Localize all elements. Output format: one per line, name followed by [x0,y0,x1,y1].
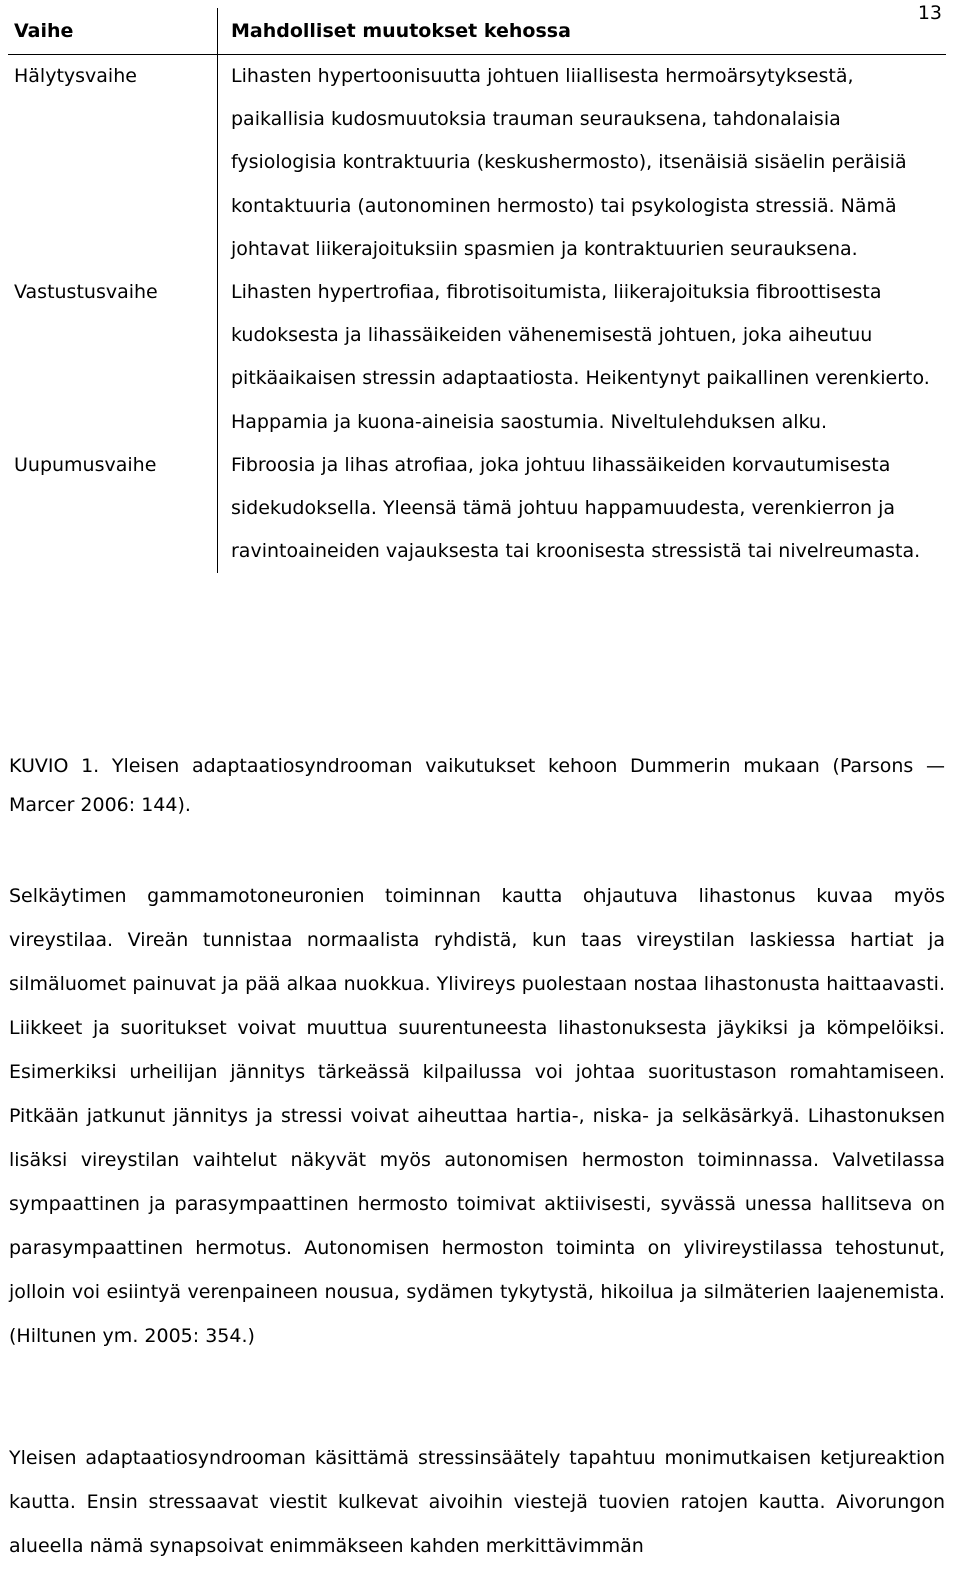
body-paragraph: Yleisen adaptaatiosyndrooman käsittämä stressinsäätely tapahtuu monimutkaisen ketjureaktion kautta. Ensin stressaavat viestit kulkevat aivoihin viestejä tuovien ratojen kautta. Aivorungon alueella nämä synapsoivat enimmäkseen kahden merkittävimmän [9,1447,945,1557]
header-phase: Vaihe [8,8,218,55]
figure-caption: KUVIO 1. Yleisen adaptaatiosyndrooman vaikutukset kehoon Dummerin mukaan (Parsons — Marcer 2006: 144). [9,755,945,816]
changes-cell-exhaustion: Fibroosia ja lihas atrofiaa, joka johtuu lihassäikeiden korvautumisesta sidekudoksella. Yleensä tämä johtuu happamuudesta, verenkierron ja ravintoaineiden vajauksesta tai kroonisesta stressistä tai nivelreumasta. [231,453,921,563]
changes-cell-alarm: Lihasten hypertoonisuutta johtuen liiallisesta hermoärsytyksestä, paikallisia kudosmuutoksia trauman seurauksena, tahdonalaisia fysiologisia kontraktuuria (keskushermosto), itsenäisiä sisäelin peräisiä kontaktuuria (autonominen hermosto) tai psykologista stressiä. Nämä johtavat liikerajoituksiin spasmien ja kontraktuurien seurauksena. [231,65,907,260]
table-row [8,444,946,574]
page-number: 13 [917,2,942,24]
adaptation-stages-table [8,8,946,573]
table-row [8,271,946,444]
phase-cell-alarm: Hälytysvaihe [8,55,218,272]
phase-cell-resistance: Vastustusvaihe [8,271,218,444]
body-paragraph: Selkäytimen gammamotoneuronien toiminnan kautta ohjautuva lihastonus kuvaa myös vireystilaa. Vireän tunnistaa normaalista ryhdistä, kun taas vireystilan laskiessa hartiat ja silmäluomet painuvat ja pää alkaa nuokkua. Ylivireys puolestaan nostaa lihastonusta haittaavasti. Liikkeet ja suoritukset voivat muuttua suurentuneesta lihastonuksesta jäykiksi ja kömpelöiksi. Esimerkiksi urheilijan jännitys tärkeässä kilpailussa voi johtaa suoritustason romahtamiseen. Pitkään jatkunut jännitys ja stressi voivat aiheuttaa hartia-, niska- ja selkäsärkyä. Lihastonuksen lisäksi vireystilan vaihtelut näkyvät myös autonomisen hermoston toiminnassa. Valvetilassa sympaattinen ja parasympaattinen hermosto toimivat aktiivisesti, syvässä unessa hallitseva on parasympaattinen hermotus. Autonomisen hermoston toiminta on ylivireystilassa tehostunut, jolloin voi esiintyä verenpaineen nousua, sydämen tykytystä, hikoilua ja silmäterien laajenemista. (Hiltunen ym. 2005: 354.) [9,885,945,1347]
table-header-row [8,8,946,55]
changes-cell-resistance: Lihasten hypertrofiaa, fibrotisoitumista, liikerajoituksia fibroottisesta kudoksesta ja lihassäikeiden vähenemisestä johtuen, joka aiheutuu pitkäaikaisen stressin adaptaatiosta. Heikentynyt paikallinen verenkierto. Happamia ja kuona-aineisia saostumia. Niveltulehduksen alku. [231,281,930,433]
header-changes: Mahdolliset muutokset kehossa [218,8,947,55]
phase-cell-exhaustion: Uupumusvaihe [8,444,218,574]
table-row [8,55,946,272]
